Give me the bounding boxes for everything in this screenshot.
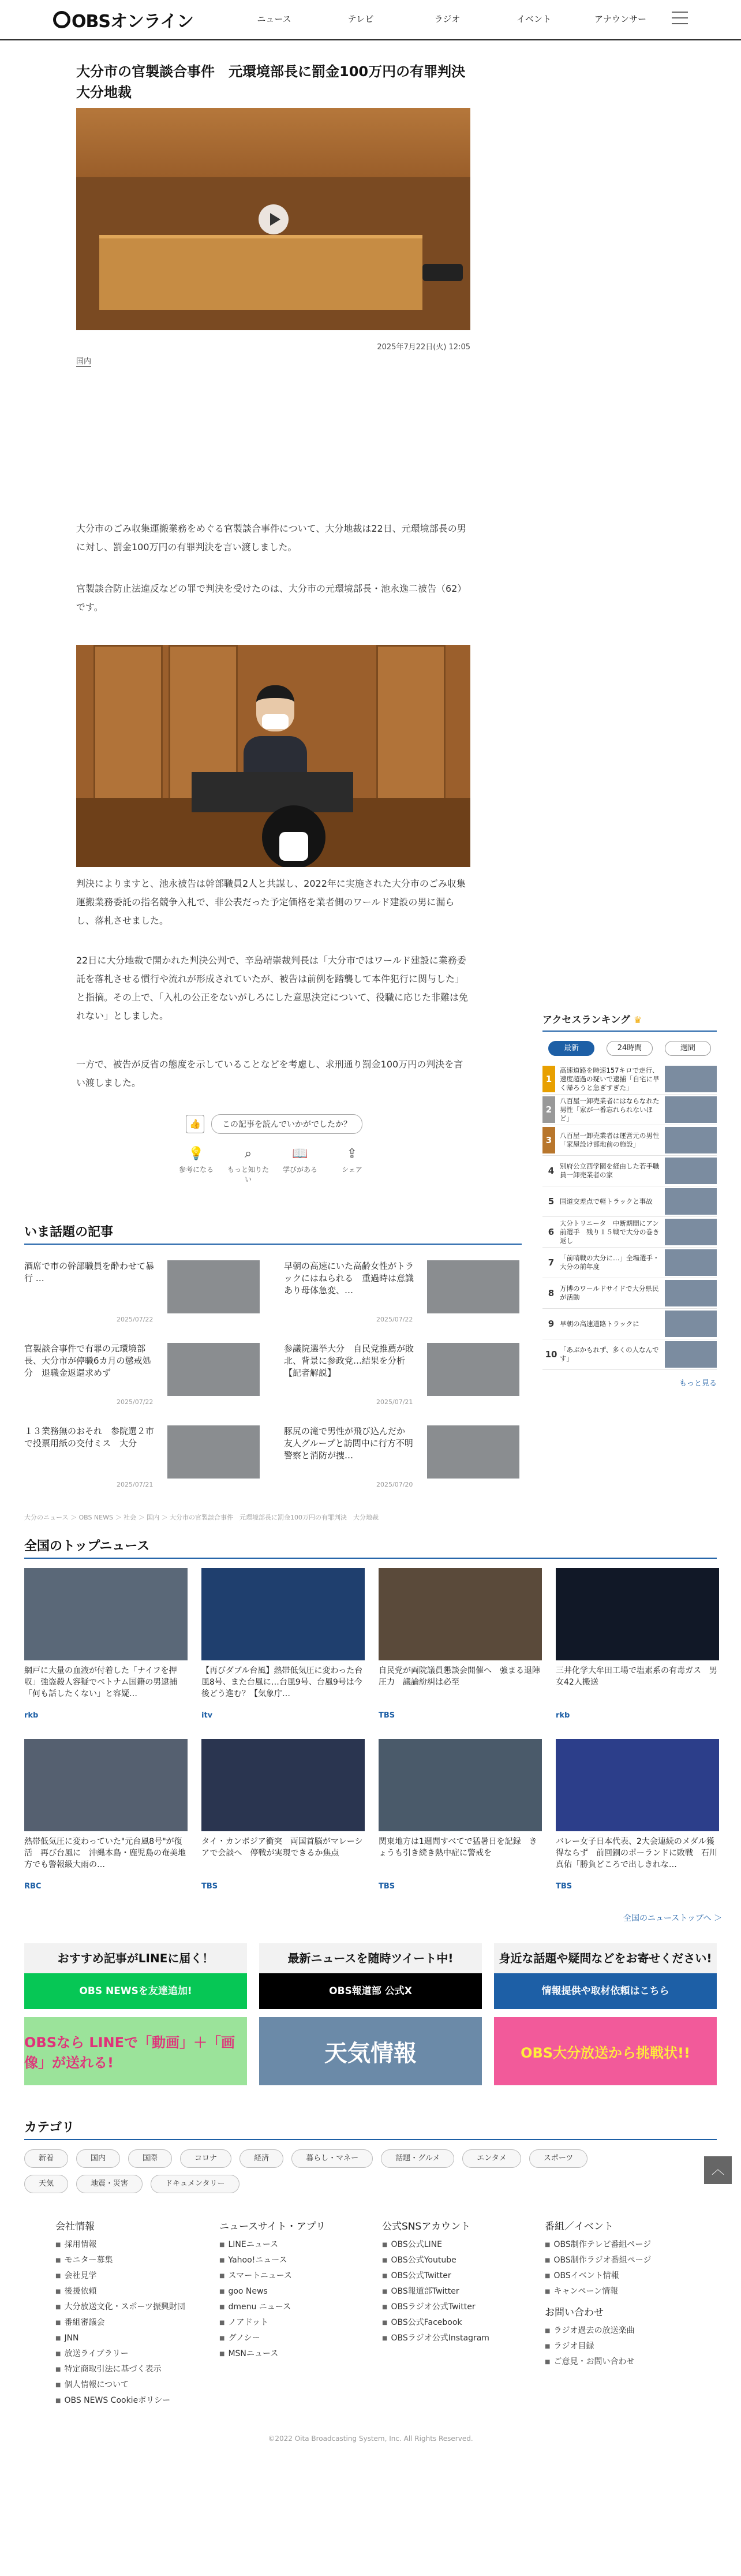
promo-line: おすすめ記事がLINEに届く！ OBS NEWSを友達追加! OBSなら LINEで「動画」＋「画像」が送れる! xyxy=(24,1943,247,2085)
category-tag[interactable]: 国際 xyxy=(128,2149,172,2168)
footer-link[interactable]: ■ 放送ライブラリー xyxy=(55,2346,185,2362)
feedback-button[interactable]: この記事を読んでいかがでしたか？ xyxy=(211,1114,362,1134)
topnews-item[interactable] xyxy=(556,1568,719,1720)
topnews-title-text: 網戸に大量の血液が付着した「ナイフを押収」強盗殺人容疑でベトナム国籍の男逮捕「何も話したくない」と容疑… xyxy=(24,1666,178,1698)
topnews-source: TBS xyxy=(379,1882,395,1891)
reaction-helpful[interactable]: 💡 参考になる xyxy=(173,1147,219,1184)
article-paragraph: 一方で、被告が反省の態度を示していることなどを考慮し、求刑通り罰金100万円の判決を言い渡しました。 xyxy=(76,1059,463,1088)
weather-banner[interactable]: 天気情報 xyxy=(259,2017,482,2085)
ranking-item[interactable] xyxy=(542,1125,717,1156)
category-tag[interactable]: エンタメ xyxy=(462,2149,521,2168)
footer-link[interactable]: ■ ラジオ目録 xyxy=(545,2339,651,2354)
topnews-more-link[interactable]: 全国のニューストップへ ＞ xyxy=(623,1914,723,1923)
footer-link[interactable]: ■ ラジオ過去の放送楽曲 xyxy=(545,2323,651,2339)
topnews-thumbnail xyxy=(379,1568,542,1660)
article-feedback xyxy=(173,1114,375,1184)
trending-item[interactable] xyxy=(24,1343,261,1408)
category-tag[interactable]: ドキュメンタリー xyxy=(151,2175,239,2193)
nav-event[interactable]: イベント xyxy=(516,14,551,24)
rank-title: 「前哨戦の大分に…」全場選手・大分の前年度 xyxy=(560,1254,660,1271)
trending-thumbnail xyxy=(167,1343,260,1396)
rank-thumbnail xyxy=(665,1188,717,1215)
footer-link[interactable]: ■ キャンペーン情報 xyxy=(545,2284,651,2299)
category-tag[interactable]: 経済 xyxy=(239,2149,283,2168)
ranking-item[interactable] xyxy=(542,1309,717,1339)
trending-title-text: １３業務無のおそれ 参院選２市で投票用紙の交付ミス 大分 xyxy=(24,1426,155,1448)
rank-thumbnail xyxy=(665,1280,717,1306)
back-to-top-button[interactable]: ︿ xyxy=(704,2156,732,2184)
search-icon: ⌕ xyxy=(244,1147,252,1161)
trending-date: 2025/07/22 xyxy=(117,1398,154,1406)
topnews-thumbnail xyxy=(379,1739,542,1831)
tab-latest[interactable]: 最新 xyxy=(548,1041,594,1056)
rank-title: 「あぶかもれず、多くの人なんです」 xyxy=(560,1346,659,1362)
trending-thumbnail xyxy=(167,1260,260,1313)
trending-title: いま話題の記事 xyxy=(24,1222,522,1245)
rank-title: 万博のワールドサイドで大分県民が活動 xyxy=(560,1285,659,1301)
topnews-item[interactable] xyxy=(379,1739,542,1891)
rank-number: 9 xyxy=(548,1319,555,1329)
topnews-title-text: 自民党が両院議員懇談会開催へ 強まる退陣圧力 議論紛糾は必至 xyxy=(379,1666,540,1687)
topnews-thumbnail xyxy=(24,1739,188,1831)
category-tag[interactable]: 新着 xyxy=(24,2149,68,2168)
footer-link[interactable]: ■ スマートニュース xyxy=(219,2268,325,2284)
rank-thumbnail xyxy=(665,1096,717,1123)
article-video[interactable] xyxy=(76,108,470,330)
crown-icon: ♛ xyxy=(633,1014,642,1025)
ranking-title: アクセスランキング ♛ xyxy=(542,1014,642,1026)
tab-weekly[interactable]: 週間 xyxy=(665,1041,711,1056)
breadcrumb[interactable]: 大分のニュース ＞ OBS NEWS ＞ 社会 ＞ 国内 ＞ 大分市の官製談合事件 元環境部長に罰金100万円の有罪判決 大分地裁 xyxy=(24,1514,379,1521)
ranking-item[interactable] xyxy=(542,1248,717,1278)
promo-x: 最新ニュースを随時ツイート中! OBS報道部 公式X 天気情報 xyxy=(259,1943,482,2085)
rank-number: 3 xyxy=(542,1127,555,1153)
trending-item[interactable] xyxy=(24,1260,261,1325)
article-paragraph: 官製談合防止法違反などの罪で判決を受けたのは、大分市の元環境部長・池永逸二被告（62）です。 xyxy=(76,583,467,613)
rank-title: 八百屋一卸売業者にはならなれた男性「家が一番忘れられないほど」 xyxy=(560,1096,660,1122)
menu-icon[interactable] xyxy=(672,12,688,24)
topnews-item[interactable] xyxy=(201,1739,365,1891)
game-banner[interactable]: OBS大分放送から挑戦状!! xyxy=(494,2017,717,2085)
footer-link[interactable]: ■ OBS公式Twitter xyxy=(382,2268,489,2284)
ranking-more-link[interactable]: もっと見る xyxy=(679,1379,717,1388)
footer-link[interactable]: ■ 採用情報 xyxy=(55,2237,185,2253)
rank-thumbnail xyxy=(665,1341,717,1368)
topnews-source: rkb xyxy=(556,1711,570,1720)
footer-link[interactable]: ■ OBSラジオ公式Instagram xyxy=(382,2331,489,2346)
footer-link[interactable]: ■ OBS制作テレビ番組ページ xyxy=(545,2237,651,2253)
rank-thumbnail xyxy=(665,1219,717,1245)
topnews-title-text: バレー女子日本代表、2大会連続のメダル獲得ならず 前回銅のポーランドに敗戦 石川真佑「勝負どころで出しきれな… xyxy=(556,1837,717,1869)
nav-news[interactable]: ニュース xyxy=(257,14,291,24)
topnews-title-text: 三井化学大牟田工場で塩素系の有毒ガス 男女42人搬送 xyxy=(556,1666,717,1687)
nav-tv[interactable]: テレビ xyxy=(347,14,374,24)
share-button[interactable]: ⇪ シェア xyxy=(329,1147,375,1184)
topnews-item[interactable] xyxy=(24,1739,188,1891)
tab-24h[interactable]: 24時間 xyxy=(607,1041,653,1056)
topnews-item[interactable] xyxy=(201,1568,365,1720)
rank-number: 4 xyxy=(548,1166,555,1176)
footer-link[interactable]: ■ OBS報道部Twitter xyxy=(382,2284,489,2299)
trending-title-text: 豚尻の滝で男性が飛び込んだか 友人グループと訪問中に行方不明 警察と消防が捜… xyxy=(284,1426,422,1461)
contact-button[interactable]: 情報提供や取材依頼はこちら xyxy=(494,1973,717,2009)
article-header xyxy=(76,61,480,103)
topnews-item[interactable] xyxy=(556,1739,719,1891)
article-paragraph: 22日に大分地裁で開かれた判決公判で、辛島靖崇裁判長は「大分市ではワールド建設に業務委託を落札させる慣行や流れが形成されていたが、被告は前例を踏襲して本件犯行に関与した」と指摘。その上で、「入札の公正をないがしろにした意思決定について、役職に応じた非難は免れない」としました。 xyxy=(76,955,469,1021)
footer-link[interactable]: ■ goo News xyxy=(219,2284,325,2299)
rank-thumbnail xyxy=(665,1249,717,1276)
trending-item[interactable] xyxy=(284,1425,521,1490)
topnews-thumbnail xyxy=(24,1568,188,1660)
share-icon: ⇪ xyxy=(346,1147,358,1161)
trending-title-text: 官製談合事件で有罪の元環境部長、大分市が停職6カ月の懲戒処分 退職金返還求めず xyxy=(24,1343,151,1378)
footer-link[interactable]: ■ OBSイベント情報 xyxy=(545,2268,651,2284)
trending-thumbnail xyxy=(167,1425,260,1479)
topnews-thumbnail xyxy=(556,1568,719,1660)
rank-number: 8 xyxy=(548,1288,555,1298)
rank-thumbnail xyxy=(665,1066,717,1092)
ranking-item[interactable] xyxy=(542,1217,717,1248)
article-photo xyxy=(76,645,470,867)
footer-link[interactable]: ■ OBSラジオ公式Twitter xyxy=(382,2299,489,2315)
article-category[interactable]: 国内 xyxy=(76,355,91,367)
rank-title: 八百屋一卸売業者は運営元の男性「家屋設け部地前の施設」 xyxy=(560,1132,660,1148)
rank-number: 10 xyxy=(545,1349,557,1360)
footer-link[interactable]: ■ dmenu ニュース xyxy=(219,2299,325,2315)
x-follow-button[interactable]: OBS報道部 公式X xyxy=(259,1973,482,2009)
topnews-source: TBS xyxy=(379,1711,395,1720)
footer-company: 会社情報 ■ 採用情報 ■ モニター募集 ■ 会社見学 ■ 後援依頼 ■ 大分放送文化・スポーツ振興財団 ■ 番組審議会 ■ JNN ■ 放送ライブラリー ■ 特定商取引法に基づく表示 ■ 個人情報について ■ OBS NEWS Cookieポリシー xyxy=(55,2218,185,2409)
topnews-source: RBC xyxy=(24,1882,42,1891)
footer-link[interactable]: ■ モニター募集 xyxy=(55,2253,185,2268)
topnews-title: 全国のトップニュース xyxy=(24,1536,717,1559)
topnews-source: itv xyxy=(201,1711,213,1720)
topnews-thumbnail xyxy=(556,1739,719,1831)
article-paragraph: 判決によりますと、池永被告は幹部職員2人と共謀し、2022年に実施された大分市のごみ収集運搬業務委託の指名競争入札で、非公表だった予定価格を業者側のワールド建設の男に漏らし、落札させました。 xyxy=(76,878,466,926)
topnews-source: TBS xyxy=(556,1882,572,1891)
logo-mark-icon xyxy=(53,11,70,28)
category-tag[interactable]: 地震・災害 xyxy=(76,2175,143,2193)
ranking-item[interactable] xyxy=(542,1095,717,1125)
category-title: カテゴリ xyxy=(24,2118,717,2140)
topnews-item[interactable] xyxy=(379,1568,542,1720)
bulb-icon: 💡 xyxy=(188,1147,204,1161)
topnews-source: rkb xyxy=(24,1711,39,1720)
trending-thumbnail xyxy=(427,1343,519,1396)
footer-programs: 番組／イベント ■ OBS制作テレビ番組ページ ■ OBS制作ラジオ番組ページ ■ OBSイベント情報 ■ キャンペーン情報 お問い合わせ ■ ラジオ過去の放送楽曲 ■ ラジオ目録 ■ ご意見・お問い合わせ xyxy=(545,2218,651,2370)
category-tag[interactable]: 国内 xyxy=(76,2149,120,2168)
rank-thumbnail xyxy=(665,1311,717,1337)
rank-thumbnail xyxy=(665,1158,717,1184)
trending-date: 2025/07/22 xyxy=(117,1316,154,1323)
rank-number: 2 xyxy=(542,1096,555,1123)
site-header xyxy=(0,0,741,40)
rank-title: 早朝の高速道路トラックに xyxy=(560,1319,639,1328)
book-icon: 📖 xyxy=(292,1147,308,1161)
trending-title-text: 早朝の高速にいた高齢女性がトラックにはねられる 重過時は意識あり母体急変、… xyxy=(284,1261,414,1296)
rank-number: 7 xyxy=(548,1257,555,1268)
line-add-button[interactable]: OBS NEWSを友達追加! xyxy=(24,1973,247,2009)
footer-link[interactable]: ■ Yahoo!ニュース xyxy=(219,2253,325,2268)
topnews-source: TBS xyxy=(201,1882,218,1891)
category-tag[interactable]: 話題・グルメ xyxy=(381,2149,454,2168)
trending-date: 2025/07/21 xyxy=(376,1398,413,1406)
copyright: ©2022 Oita Broadcasting System, Inc. All Rights Reserved. xyxy=(268,2435,473,2443)
footer-sns: 公式SNSアカウント ■ OBS公式LINE ■ OBS公式Youtube ■ OBS公式Twitter ■ OBS報道部Twitter ■ OBSラジオ公式Twitter ■ OBS公式Facebook ■ OBSラジオ公式Instagram xyxy=(382,2218,489,2346)
rank-thumbnail xyxy=(665,1127,717,1153)
category-tags xyxy=(24,2149,648,2200)
ranking-item[interactable] xyxy=(542,1339,717,1370)
site-logo[interactable]: OBSオンライン xyxy=(53,7,193,32)
footer-link[interactable]: ■ OBS公式Facebook xyxy=(382,2315,489,2331)
trending-date: 2025/07/20 xyxy=(376,1481,413,1488)
trending-item[interactable] xyxy=(284,1343,521,1408)
reaction-more[interactable]: ⌕ もっと知りたい xyxy=(225,1147,271,1184)
footer-link[interactable]: ■ LINEニュース xyxy=(219,2237,325,2253)
trending-date: 2025/07/21 xyxy=(117,1481,154,1488)
trending-thumbnail xyxy=(427,1260,519,1313)
rank-title: 国道交差点で軽トラックと事故 xyxy=(560,1197,653,1205)
footer-link[interactable]: ■ グノシー xyxy=(219,2331,325,2346)
trending-item[interactable] xyxy=(24,1425,261,1490)
ranking-item[interactable] xyxy=(542,1186,717,1217)
article-date: 2025年7月22日(火) 12:05 xyxy=(377,343,470,352)
footer-link[interactable]: ■ OBS NEWS Cookieポリシー xyxy=(55,2393,185,2409)
footer-link[interactable]: ■ 大分放送文化・スポーツ振興財団 xyxy=(55,2299,185,2315)
category-tag[interactable]: 天気 xyxy=(24,2175,68,2193)
ranking-item[interactable] xyxy=(542,1278,717,1309)
nav-announcer[interactable]: アナウンサー xyxy=(594,14,646,24)
category-tag[interactable]: コロナ xyxy=(180,2149,231,2168)
trending-item[interactable] xyxy=(284,1260,521,1325)
trending-thumbnail xyxy=(427,1425,519,1479)
topnews-thumbnail xyxy=(201,1568,365,1660)
topnews-thumbnail xyxy=(201,1739,365,1831)
promo-mail: 身近な話題や疑問などをお寄せください! 情報提供や取材依頼はこちら OBS大分放送から挑戦状!! xyxy=(494,1943,717,2085)
footer-link[interactable]: ■ JNN xyxy=(55,2331,185,2346)
rank-number: 5 xyxy=(548,1196,555,1207)
category-tag[interactable]: スポーツ xyxy=(529,2149,587,2168)
topnews-item[interactable] xyxy=(24,1568,188,1720)
footer-link[interactable]: ■ 後援依頼 xyxy=(55,2284,185,2299)
rank-title: 高速道路を時速157キロで走行、速度超過の疑いで逮捕「自宅に早く帰ろうと急ぎすぎた」 xyxy=(560,1066,660,1092)
topnews-title-text: 関東地方は1週間すべてで猛暑日を記録 きょうも引き続き熱中症に警戒を xyxy=(379,1837,537,1858)
access-ranking xyxy=(542,1011,717,1388)
article-title: 大分市の官製談合事件 元環境部長に罰金100万円の有罪判決 大分地裁 xyxy=(76,64,480,100)
rank-number: 1 xyxy=(542,1066,555,1092)
footer-link[interactable]: ■ OBS公式LINE xyxy=(382,2237,489,2253)
trending-title-text: 酒席で市の幹部職員を酔わせて暴行 … xyxy=(24,1261,155,1283)
trending-title-text: 参議院選挙大分 自民党推薦が敗北、背景に参政党…結果を分析【記者解説】 xyxy=(284,1343,414,1378)
reaction-learn[interactable]: 📖 学びがある xyxy=(277,1147,323,1184)
footer-link[interactable]: ■ 特定商取引法に基づく表示 xyxy=(55,2362,185,2377)
footer-link[interactable]: ■ ご意見・お問い合わせ xyxy=(545,2354,651,2370)
footer-link[interactable]: ■ OBS制作ラジオ番組ページ xyxy=(545,2253,651,2268)
category-tag[interactable]: 暮らし・マネー xyxy=(291,2149,373,2168)
footer-link[interactable]: ■ ノアドット xyxy=(219,2315,325,2331)
topnews-title-text: タイ・カンボジア衝突 両国首脳がマレーシアで会談へ 停戦が実現できるか焦点 xyxy=(201,1837,363,1858)
rank-number: 6 xyxy=(548,1227,555,1237)
ranking-item[interactable] xyxy=(542,1156,717,1186)
footer-newsapps: ニュースサイト・アプリ ■ LINEニュース ■ Yahoo!ニュース ■ スマートニュース ■ goo News ■ dmenu ニュース ■ ノアドット ■ グノシー ■ MSNニュース xyxy=(219,2218,325,2362)
footer-link[interactable]: ■ 個人情報について xyxy=(55,2377,185,2393)
footer-link[interactable]: ■ 会社見学 xyxy=(55,2268,185,2284)
topnews-title-text: 【再びダブル台風】熱帯低気圧に変わった台風8号、また台風に…台風9号、台風9号は今後どう進む？【気象庁… xyxy=(201,1666,363,1698)
ranking-item[interactable] xyxy=(542,1064,717,1095)
rank-title: 別府公立西学園を経由した若手職員一卸売業者の家 xyxy=(560,1162,660,1179)
article-paragraph: 大分市のごみ収集運搬業務をめぐる官製談合事件について、大分地裁は22日、元環境部長の男に対し、罰金100万円の有罪判決を言い渡しました。 xyxy=(76,523,466,552)
play-icon[interactable] xyxy=(259,204,289,234)
footer-link[interactable]: ■ 番組審議会 xyxy=(55,2315,185,2331)
rank-title: 大分トリニータ 中断期間にアン前選手 残り１５戦で大分の巻き返し xyxy=(560,1219,660,1245)
line-banner[interactable]: OBSなら LINEで「動画」＋「画像」が送れる! xyxy=(24,2017,247,2085)
thumb-icon: 👍 xyxy=(186,1115,204,1133)
nav-radio[interactable]: ラジオ xyxy=(434,14,461,24)
footer-link[interactable]: ■ MSNニュース xyxy=(219,2346,325,2362)
footer-link[interactable]: ■ OBS公式Youtube xyxy=(382,2253,489,2268)
trending-date: 2025/07/22 xyxy=(376,1316,413,1323)
global-nav xyxy=(231,13,664,25)
topnews-title-text: 熱帯低気圧に変わっていた"元台風8号"が復活 再び台風に 沖縄本島・鹿児島の奄美地方でも警報級大雨の… xyxy=(24,1837,186,1869)
